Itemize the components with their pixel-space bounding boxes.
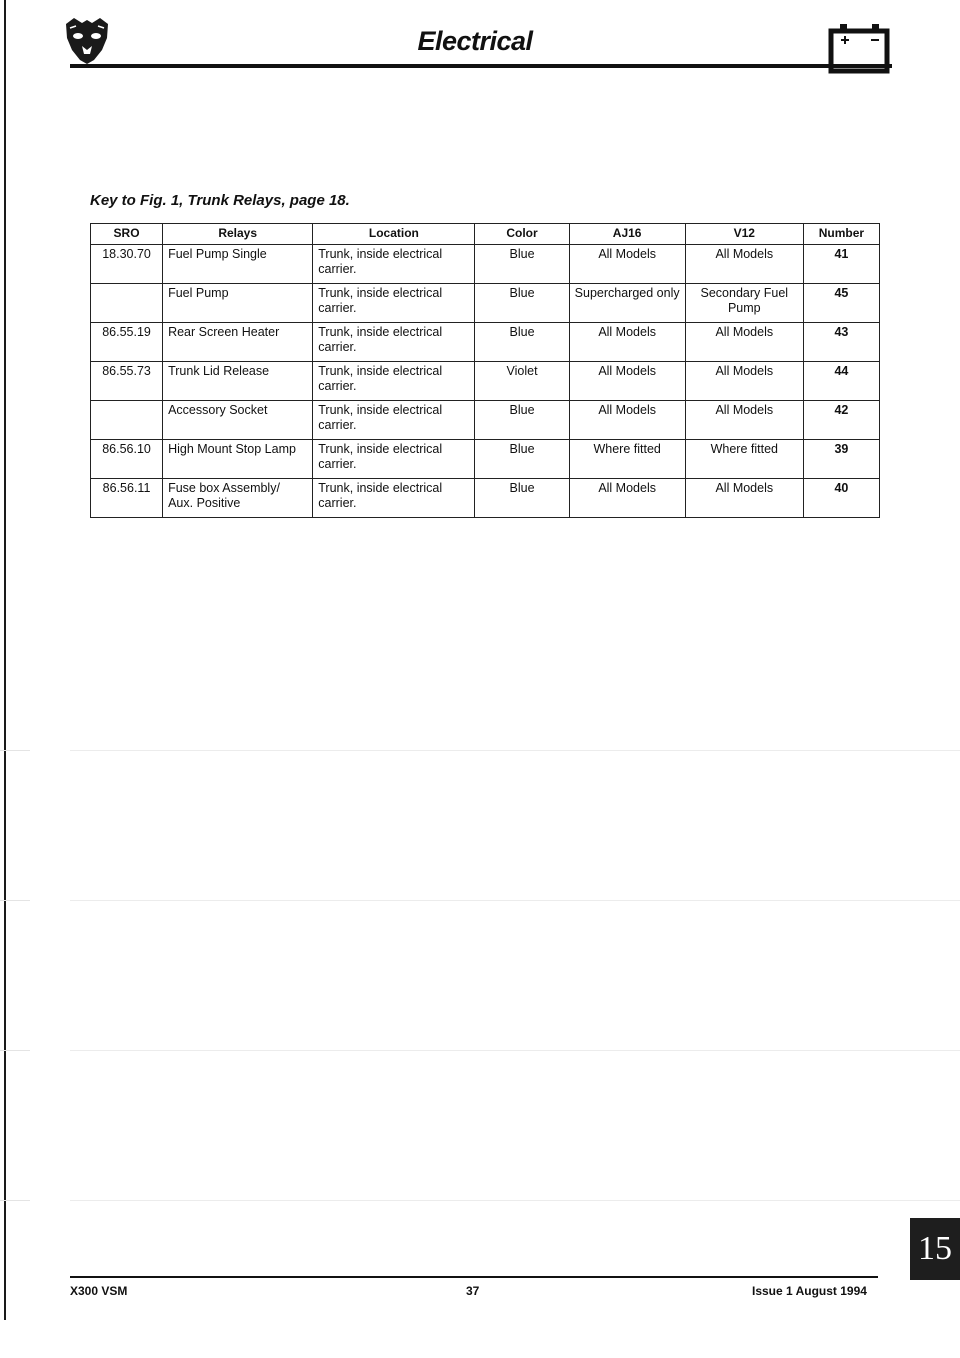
table-row (91, 440, 880, 479)
relay-cell: Rear Screen Heater (163, 323, 313, 362)
aj16-cell: All Models (569, 362, 685, 401)
sro-cell (91, 401, 163, 440)
sro-cell (91, 284, 163, 323)
v12-cell: All Models (685, 479, 803, 518)
aj16-cell: All Models (569, 401, 685, 440)
location-cell: Trunk, inside electrical carrier. (313, 245, 475, 284)
column-header-location: Location (313, 224, 475, 245)
location-cell: Trunk, inside electrical carrier. (313, 284, 475, 323)
aj16-cell: Where fitted (569, 440, 685, 479)
column-header-aj16: AJ16 (569, 224, 685, 245)
aj16-cell: All Models (569, 479, 685, 518)
color-cell: Blue (475, 440, 569, 479)
number-cell: 40 (803, 479, 879, 518)
faint-divider (70, 1200, 960, 1201)
faint-divider (70, 750, 960, 751)
number-cell: 45 (803, 284, 879, 323)
color-cell: Blue (475, 323, 569, 362)
relay-cell: Fuel Pump (163, 284, 313, 323)
table-header-row (91, 224, 880, 245)
sro-cell: 86.55.19 (91, 323, 163, 362)
footer-issue-date: Issue 1 August 1994 (752, 1284, 867, 1298)
header-rule (70, 64, 892, 68)
column-header-v12: V12 (685, 224, 803, 245)
number-cell: 43 (803, 323, 879, 362)
faint-divider (70, 1050, 960, 1051)
column-header-sro: SRO (91, 224, 163, 245)
relay-cell: Fuel Pump Single (163, 245, 313, 284)
color-cell: Violet (475, 362, 569, 401)
table-row (91, 401, 880, 440)
v12-cell: Secondary Fuel Pump (685, 284, 803, 323)
table-row (91, 323, 880, 362)
page-title: Electrical (417, 26, 533, 56)
location-cell: Trunk, inside electrical carrier. (313, 479, 475, 518)
number-cell: 44 (803, 362, 879, 401)
v12-cell: Where fitted (685, 440, 803, 479)
location-cell: Trunk, inside electrical carrier. (313, 401, 475, 440)
location-cell: Trunk, inside electrical carrier. (313, 362, 475, 401)
aj16-cell: All Models (569, 245, 685, 284)
column-header-number: Number (803, 224, 879, 245)
sro-cell: 86.55.73 (91, 362, 163, 401)
margin-tick (0, 900, 30, 901)
color-cell: Blue (475, 245, 569, 284)
column-header-color: Color (475, 224, 569, 245)
column-header-relays: Relays (163, 224, 313, 245)
number-cell: 42 (803, 401, 879, 440)
sro-cell: 86.56.10 (91, 440, 163, 479)
color-cell: Blue (475, 284, 569, 323)
relay-cell: Trunk Lid Release (163, 362, 313, 401)
table-row (91, 284, 880, 323)
faint-divider (70, 900, 960, 901)
number-cell: 39 (803, 440, 879, 479)
left-margin-rule (4, 0, 6, 1320)
table-row (91, 362, 880, 401)
margin-tick (0, 1200, 30, 1201)
location-cell: Trunk, inside electrical carrier. (313, 440, 475, 479)
table-row (91, 479, 880, 518)
footer-page-number: 37 (466, 1284, 480, 1298)
color-cell: Blue (475, 479, 569, 518)
table-caption: Key to Fig. 1, Trunk Relays, page 18. (90, 192, 350, 209)
section-tab: 15 (910, 1218, 960, 1280)
location-cell: Trunk, inside electrical carrier. (313, 323, 475, 362)
relay-cell: High Mount Stop Lamp (163, 440, 313, 479)
v12-cell: All Models (685, 323, 803, 362)
aj16-cell: Supercharged only (569, 284, 685, 323)
relay-cell: Accessory Socket (163, 401, 313, 440)
relay-cell: Fuse box Assembly/ Aux. Positive (163, 479, 313, 518)
aj16-cell: All Models (569, 323, 685, 362)
relay-table (90, 223, 880, 518)
footer-rule (70, 1276, 878, 1278)
footer-manual-code: X300 VSM (70, 1284, 128, 1298)
margin-tick (0, 1050, 30, 1051)
sro-cell: 86.56.11 (91, 479, 163, 518)
number-cell: 41 (803, 245, 879, 284)
v12-cell: All Models (685, 401, 803, 440)
v12-cell: All Models (685, 362, 803, 401)
margin-tick (0, 750, 30, 751)
sro-cell: 18.30.70 (91, 245, 163, 284)
v12-cell: All Models (685, 245, 803, 284)
color-cell: Blue (475, 401, 569, 440)
table-row (91, 245, 880, 284)
